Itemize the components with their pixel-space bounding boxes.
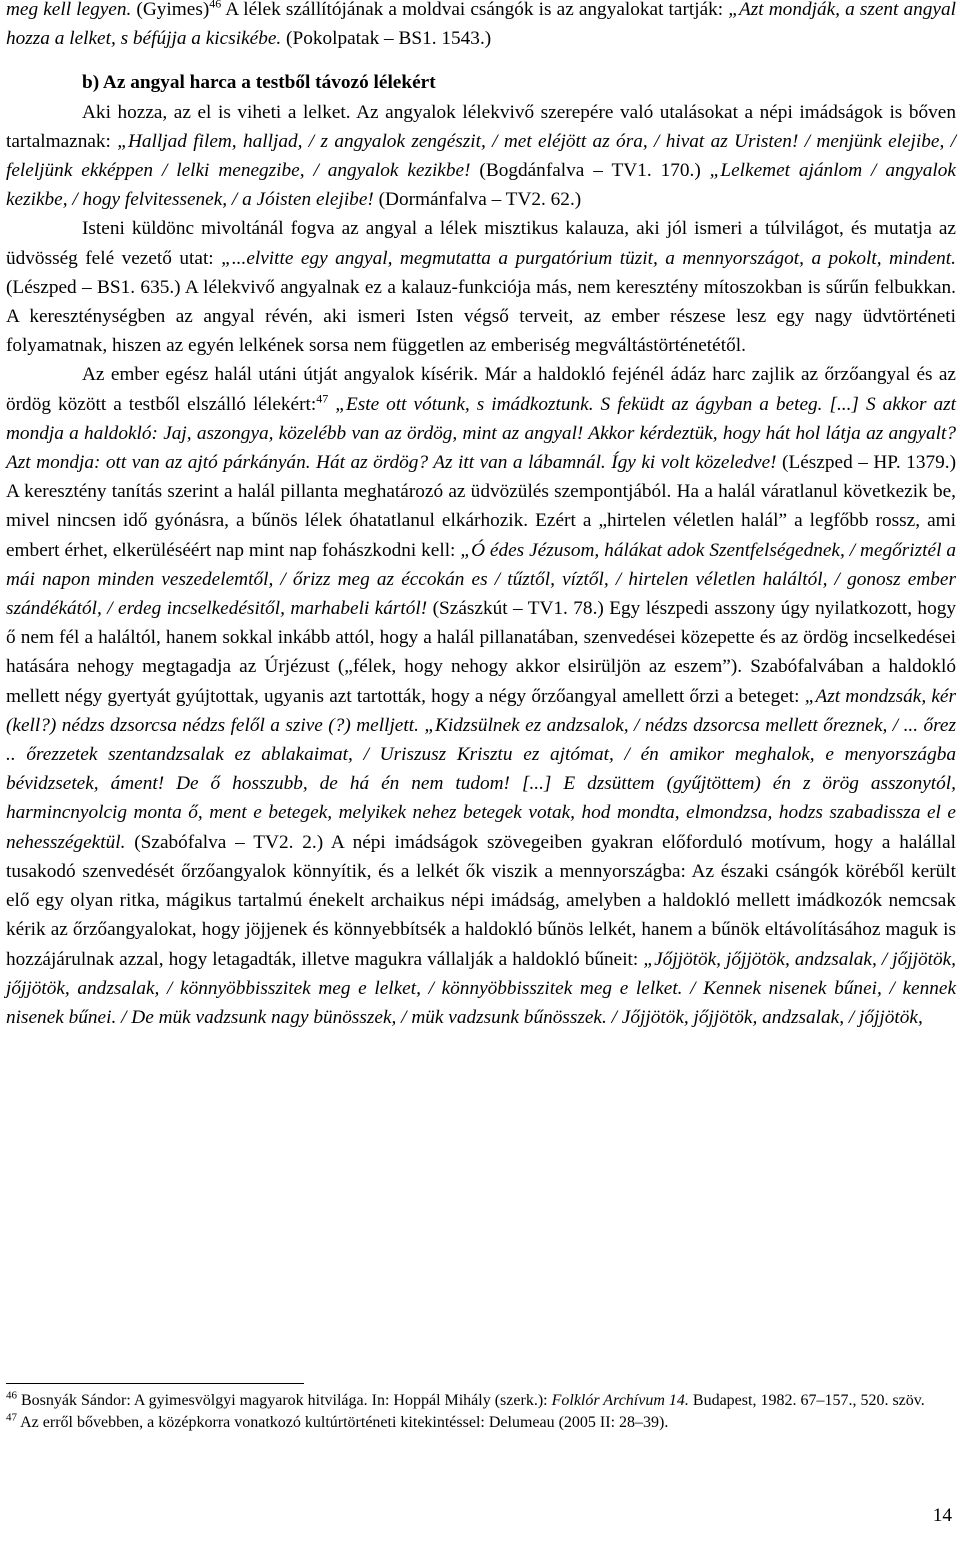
section-heading: b) Az angyal harca a testből távozó lélekért — [82, 72, 436, 94]
body-text: Az ember egész halál utáni útját angyalok kísérik. Már a haldokló fejénél ádáz harc zajlik az őrzőangyal és az ördög között a testből elszálló lélekért: — [6, 364, 956, 415]
body-text: (Gyimes) — [131, 0, 210, 20]
body-text: Isteni küldönc mivoltánál fogva az angyal a lélek misztikus kalauza, aki jól ismeri a túlvilágot, és mutatja az üdvösség felé vezető utat: — [6, 218, 956, 269]
body-text: (Szászkút – TV1. 78.) Egy lészpedi asszony úgy nyilatkozott, hogy ő nem fél a haláltól, hanem sokkal inkább attól, hogy a halál pillanatában, szenvedései közepette és az ördög incselkedései hatására nehogy megtagadja az Úrjézust („félek, hogy nehogy akkor elsirüljön az eszem”). Szabófalvában a haldokló mellett négy gyertyát gyújtottak, ugyanis azt tartották, hogy a négy őrzőangyal amellett őrzi a beteget: — [6, 598, 956, 707]
paragraph-1 — [6, 98, 956, 215]
body-text: (Lészped – HP. 1379.) A keresztény tanítás szerint a halál pillanta meghatározó az üdvözülés szempontjából. Ha a halál váratlanul következik be, mivel nincsen idő gyónásra, a bűnös lélek óhatatlanul elkárhozik. Ezért a „hirtelen véletlen halál” a legfőbb rossz, ami embert érhet, elkerüléséért nap mint nap fohászkodni kell: — [6, 452, 956, 561]
body-text: Aki hozza, az el is viheti a lelket. Az angyalok lélekvivő szerepére való utalásokat a népi imádságok is bőven tartalmaznak: — [6, 101, 956, 152]
paragraph-2 — [6, 214, 956, 360]
footnote-title: Folklór Archívum 14. — [551, 1392, 689, 1409]
quote-text: „...elvitte egy angyal, megmutatta a purgatórium tüzit, a mennyországot, a pokolt, mindent. — [221, 247, 956, 269]
quote-text: „Halljad filem, halljad, / z angyalok zengészit, / met eléjött az óra, / hivat az Uristen! / menjünk elejibe, / feleljünk ekképpen / lelki menegzibe, / angyalok kezikbe! — [6, 130, 956, 182]
quote-text: „Lelkemet ajánlom / angyalok kezikbe, / hogy felvitessenek, / a Jóisten elejibe! — [6, 160, 956, 211]
quote-text: meg kell legyen. — [6, 0, 132, 20]
footnote-46 — [6, 1390, 956, 1412]
quote-text: „Azt mondzsák, kér (kell?) nédzs dzsorcsa nédzs felől a szive (?) melljett. „Kidzsülnek ez andzsalok, / nédzs dzsorcsa mellett őreznek, / ... őrez .. őrezzetek szentandzsalak ez ablakaimat, / Uriszusz Krisztu ez ajtómat, / én amikor meghalok, e menyországba bévidzsetek, áment! — [6, 685, 956, 795]
footnote-ref-47[interactable]: 47 — [316, 391, 329, 406]
footnote-text: Az erről bővebben, a középkorra vonatkozó kultúrtörténeti kitekintéssel: Delumeau (2005 II: 28–39). — [17, 1413, 669, 1431]
body-text: A lélek szállítójának a moldvai csángók is az angyalokat tartják: — [221, 0, 729, 20]
footnotes — [6, 1390, 956, 1434]
footnote-text: Budapest, 1982. 67–157., 520. szöv. — [688, 1392, 925, 1409]
footnote-47 — [6, 1412, 956, 1434]
footnote-separator — [6, 1383, 304, 1384]
citation: (Pokolpatak – BS1. 1543.) — [281, 28, 492, 50]
footnote-number: 46 — [6, 1389, 17, 1402]
paragraph-continued — [6, 0, 956, 53]
footnote-ref-46[interactable]: 46 — [209, 0, 222, 11]
quote-text: De ő hosszubb, de há én nem tudom! [...] E dzsüttem (gyűjtöttem) én z örög asszonytól, harmincnyolcig monta ő, ment e betegek, melyikek nehez betegek votak, hod mondta, elmondzsa, hodzs szabadissza el e nehesszégektül. — [6, 773, 956, 853]
footnote-text: Bosnyák Sándor: A gyimesvölgyi magyarok hitvilága. In: Hoppál Mihály (szerk.): — [17, 1392, 552, 1409]
paragraph-3 — [6, 360, 956, 1032]
body-text: (Szabófalva – TV2. 2.) A népi imádságok szövegeiben gyakran előforduló motívum, hogy a halállal tusakodó szenvedését őrzőangyalok könnyítik, és a lelkét ők viszik a mennyországba: Az északi csángók köréből került elő egy olyan ritka, mágikus tartalmú énekelt archaikus népi imádság, amelyben a haldokló mellett imádkozók nemcsak kérik az őrzőangyalokat, hogy jöjjenek és könnyebbítsék a haldokló bűnös lelkét, hanem a bűnök eltávolításához maguk is hozzájárulnak azzal, hogy letagadták, illetve magukra vállalják a haldokló bűneit: — [6, 831, 956, 970]
footnote-number: 47 — [6, 1411, 17, 1424]
page-body — [6, 0, 956, 1032]
page-number: 14 — [932, 1505, 952, 1526]
body-text: (Lészped – BS1. 635.) A lélekvivő angyalnak ez a kalauz-funkciója más, nem keresztény mítoszokban is sűrűn felbukkan. A kereszténységben az angyal révén, aki ismeri Isten végső terveit, az ember részese lesz egy nagy üdvtörténeti folyamatnak, hiszen az egyén lelkének sorsa nem független az emberiség megváltástörténetétől. — [6, 276, 956, 357]
citation: (Bogdánfalva – TV1. 170.) — [470, 160, 710, 182]
quote-text: „Ó édes Jézusom, hálákat adok Szentfelségednek, / megőriztél a mái napon minden veszedelemtől, / őrizz meg az éccokán es / tűztől, víztől, / hirtelen véletlen haláltól, / gonosz ember szándékától, / erdeg incselkedésitől, marhabeli kártól! — [6, 539, 956, 620]
quote-text: „Este ott vótunk, s imádkoztunk. S feküdt az ágyban a beteg. [...] S akkor azt mondja a haldokló: Jaj, aszongya, közelébb van az ördög, mint az angyal! Akkor kérdeztük, hogy hát hol látja az angyalt? Azt mondja: ott van az ajtó párkányán. Hát az ördög? Az itt van a lábamnál. Így ki volt közeledve! — [6, 393, 956, 474]
quote-text: „Jőjjötök, jőjjötök, andzsalak, / jőjjötök, jőjjötök, andzsalak, / könnyöbbisszitek meg e lelket, / könnyöbbisszitek meg e lelket. / Kennek nisenek bűnei, / kennek nisenek bűnei. / De mük vadzsunk nagy bünösszek, / mük vadzsunk bűnösszek. / Jőjjötök, jőjjötök, andzsalak, / jőjjötök, — [6, 948, 956, 1028]
quote-text: „Azt mondják, a szent angyal hozza a lelket, s béfújja a kicsikébe. — [6, 0, 956, 50]
citation: (Dormánfalva – TV2. 62.) — [373, 189, 582, 211]
